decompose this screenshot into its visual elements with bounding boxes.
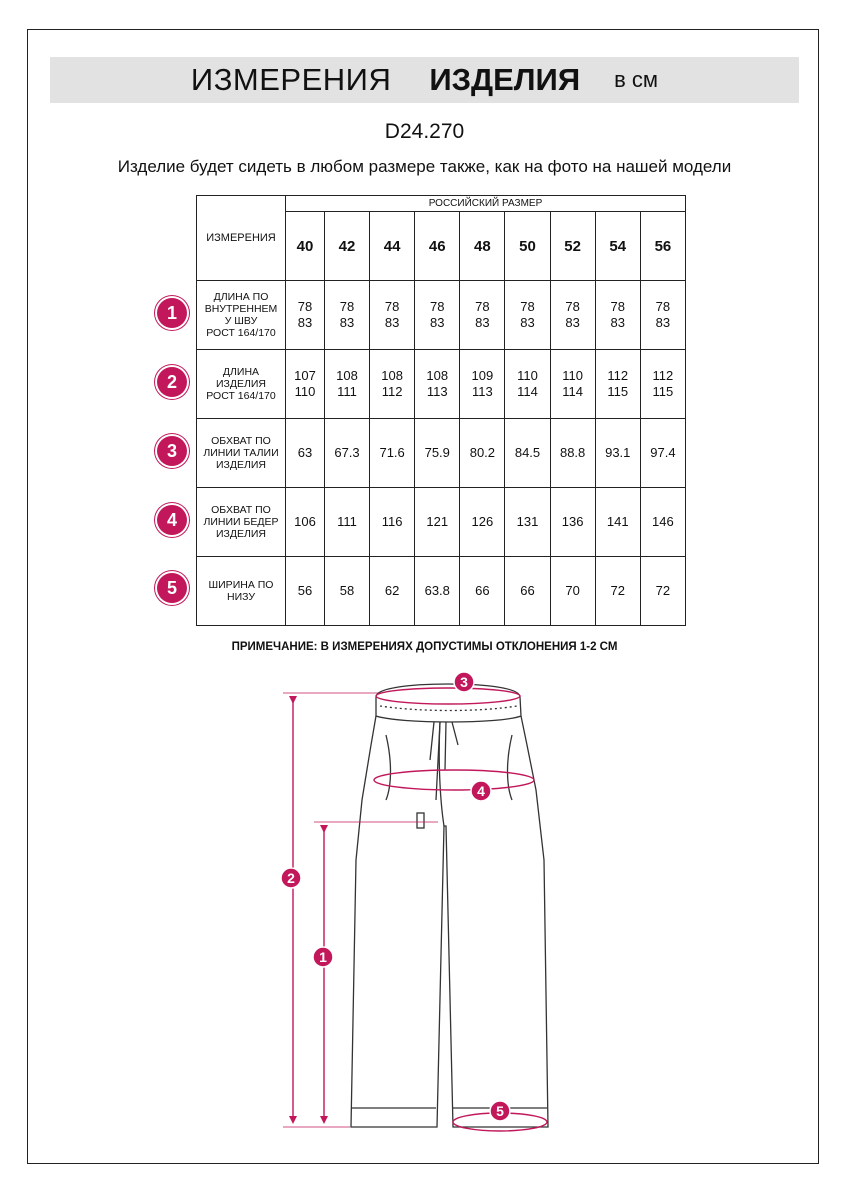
value-cell: 97.4 <box>640 419 685 488</box>
value-cell: 72 <box>640 557 685 626</box>
size-header-52: 52 <box>550 212 595 281</box>
value-cell: 67.3 <box>324 419 369 488</box>
value-cell: 136 <box>550 488 595 557</box>
value-cell: 78 83 <box>640 281 685 350</box>
value-cell: 131 <box>505 488 550 557</box>
size-group-label: РОССИЙСКИЙ РАЗМЕР <box>286 196 686 212</box>
diagram-marker-label: 2 <box>287 870 295 886</box>
size-header-54: 54 <box>595 212 640 281</box>
size-header-40: 40 <box>286 212 325 281</box>
value-cell: 63.8 <box>415 557 460 626</box>
value-cell: 72 <box>595 557 640 626</box>
size-header-56: 56 <box>640 212 685 281</box>
pants-outline <box>351 684 548 1127</box>
value-cell: 66 <box>505 557 550 626</box>
value-cell: 78 83 <box>370 281 415 350</box>
row-label: ДЛИНА ИЗДЕЛИЯ РОСТ 164/170 <box>197 350 286 419</box>
value-cell: 141 <box>595 488 640 557</box>
value-cell: 78 83 <box>286 281 325 350</box>
measurement-lines <box>283 688 547 1131</box>
corner-label: ИЗМЕРЕНИЯ <box>197 196 286 281</box>
value-cell: 78 83 <box>415 281 460 350</box>
value-cell: 110 114 <box>550 350 595 419</box>
title-regular: ИЗМЕРЕНИЯ <box>190 62 392 97</box>
size-header-48: 48 <box>460 212 505 281</box>
value-cell: 121 <box>415 488 460 557</box>
value-cell: 111 <box>324 488 369 557</box>
value-cell: 58 <box>324 557 369 626</box>
size-header-42: 42 <box>324 212 369 281</box>
value-cell: 56 <box>286 557 325 626</box>
value-cell: 93.1 <box>595 419 640 488</box>
title-bold: ИЗДЕЛИЯ <box>429 62 581 97</box>
value-cell: 80.2 <box>460 419 505 488</box>
value-cell: 78 83 <box>550 281 595 350</box>
model-code: D24.270 <box>384 120 465 143</box>
value-cell: 112 115 <box>640 350 685 419</box>
diagram-marker-label: 4 <box>477 783 485 799</box>
row-label: ОБХВАТ ПО ЛИНИИ ТАЛИИ ИЗДЕЛИЯ <box>197 419 286 488</box>
diagram-marker-label: 5 <box>496 1103 504 1119</box>
value-cell: 106 <box>286 488 325 557</box>
value-cell: 71.6 <box>370 419 415 488</box>
value-cell: 88.8 <box>550 419 595 488</box>
value-cell: 108 112 <box>370 350 415 419</box>
row-number-badge: 1 <box>157 298 187 328</box>
size-header-50: 50 <box>505 212 550 281</box>
value-cell: 116 <box>370 488 415 557</box>
title-unit: в см <box>614 67 659 92</box>
value-cell: 70 <box>550 557 595 626</box>
diagram-markers <box>281 672 510 1121</box>
value-cell: 78 83 <box>324 281 369 350</box>
value-cell: 84.5 <box>505 419 550 488</box>
value-cell: 109 113 <box>460 350 505 419</box>
row-number-badge: 4 <box>157 505 187 535</box>
row-number-badge: 5 <box>157 573 187 603</box>
size-header-46: 46 <box>415 212 460 281</box>
value-cell: 110 114 <box>505 350 550 419</box>
value-cell: 63 <box>286 419 325 488</box>
value-cell: 62 <box>370 557 415 626</box>
value-cell: 146 <box>640 488 685 557</box>
row-label: ШИРИНА ПО НИЗУ <box>197 557 286 626</box>
value-cell: 112 115 <box>595 350 640 419</box>
value-cell: 108 113 <box>415 350 460 419</box>
fit-subtitle: Изделие будет сидеть в любом размере также, как на фото на нашей модели <box>117 157 732 176</box>
row-label: ДЛИНА ПО ВНУТРЕННЕМ У ШВУ РОСТ 164/170 <box>197 281 286 350</box>
value-cell: 126 <box>460 488 505 557</box>
row-label: ОБХВАТ ПО ЛИНИИ БЕДЕР ИЗДЕЛИЯ <box>197 488 286 557</box>
value-cell: 78 83 <box>505 281 550 350</box>
value-cell: 78 83 <box>595 281 640 350</box>
value-cell: 78 83 <box>460 281 505 350</box>
diagram-marker-label: 1 <box>319 949 327 965</box>
diagram-marker-label: 3 <box>460 674 468 690</box>
value-cell: 66 <box>460 557 505 626</box>
row-number-badge: 2 <box>157 367 187 397</box>
tolerance-note: ПРИМЕЧАНИЕ: В ИЗМЕРЕНИЯХ ДОПУСТИМЫ ОТКЛОНЕНИЯ 1-2 СМ <box>231 641 618 653</box>
size-header-44: 44 <box>370 212 415 281</box>
row-number-badge: 3 <box>157 436 187 466</box>
value-cell: 108 111 <box>324 350 369 419</box>
value-cell: 75.9 <box>415 419 460 488</box>
value-cell: 107 110 <box>286 350 325 419</box>
